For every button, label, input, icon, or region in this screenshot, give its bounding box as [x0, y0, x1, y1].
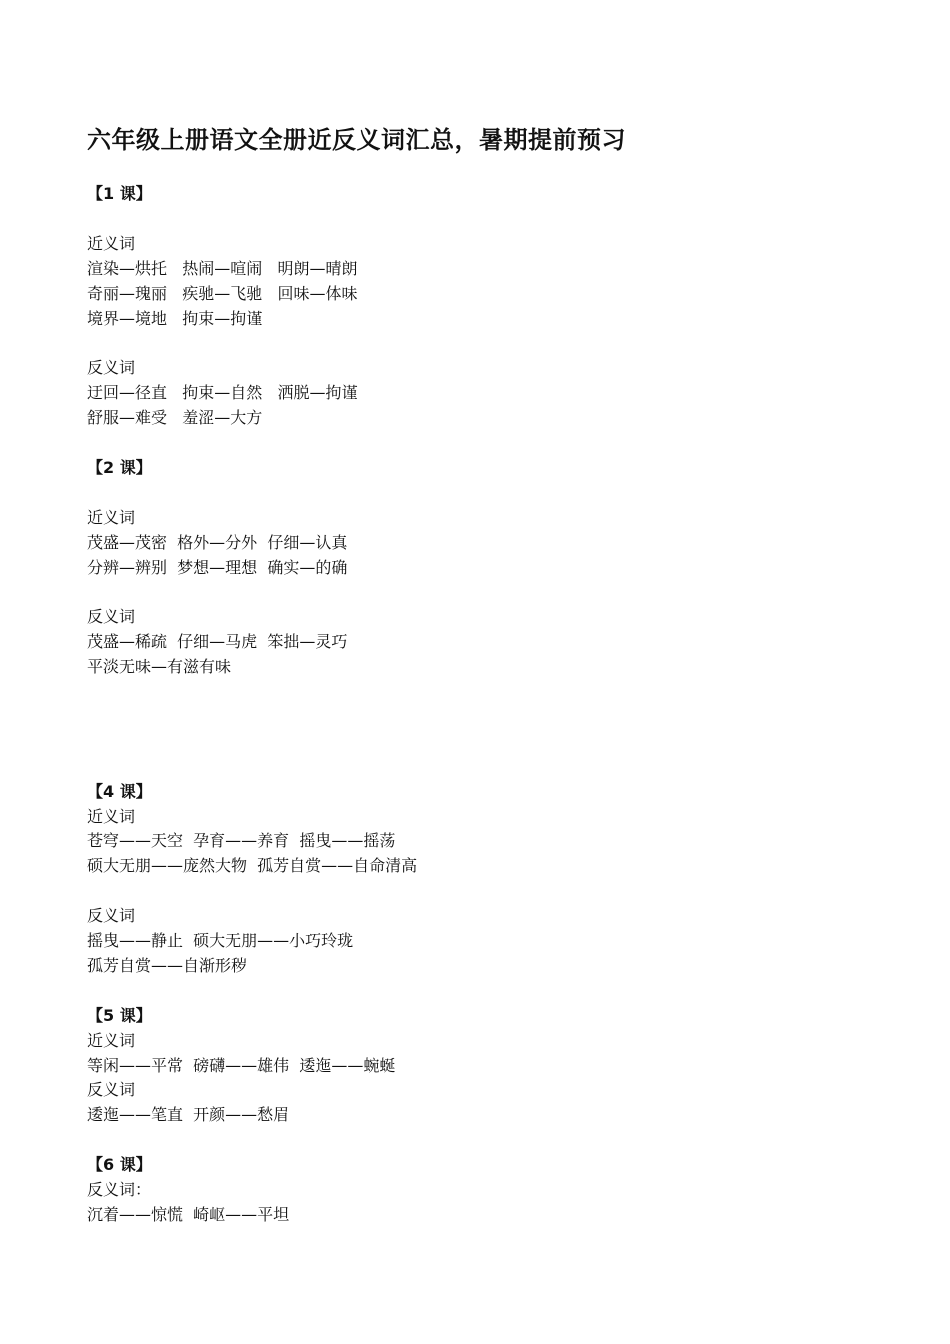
lesson-2-synonym-line: 茂盛—茂密 格外—分外 仔细—认真 [87, 533, 348, 552]
document-title: 六年级上册语文全册近反义词汇总，暑期提前预习 [87, 126, 626, 154]
lesson-2-synonym-label: 近义词 [87, 508, 136, 527]
lesson-1-synonym-line: 渲染—烘托 热闹—喧闹 明朗—晴朗 [87, 259, 358, 278]
lesson-6-heading: 【6 课】 [87, 1155, 152, 1174]
lesson-4-antonym-line: 孤芳自赏——自渐形秽 [87, 956, 248, 975]
lesson-4-synonym-line: 硕大无朋——庞然大物 孤芳自赏——自命清高 [87, 856, 418, 875]
lesson-5-antonym-label: 反义词 [87, 1080, 136, 1099]
lesson-1-synonym-label: 近义词 [87, 234, 136, 253]
lesson-1-antonym-line: 舒服—难受 羞涩—大方 [87, 408, 263, 427]
lesson-5-antonym-line: 逶迤——笔直 开颜——愁眉 [87, 1105, 290, 1124]
lesson-1-heading: 【1 课】 [87, 184, 152, 203]
lesson-2-antonym-label: 反义词 [87, 607, 136, 626]
lesson-5-heading: 【5 课】 [87, 1006, 152, 1025]
lesson-2-antonym-line: 平淡无味—有滋有味 [87, 657, 232, 676]
lesson-4-antonym-label: 反义词 [87, 906, 136, 925]
lesson-1-antonym-label: 反义词 [87, 358, 136, 377]
lesson-1-synonym-line: 境界—境地 拘束—拘谨 [87, 309, 263, 328]
lesson-1-antonym-line: 迂回—径直 拘束—自然 洒脱—拘谨 [87, 383, 358, 402]
lesson-2-synonym-line: 分辨—辨别 梦想—理想 确实—的确 [87, 558, 348, 577]
lesson-2-heading: 【2 课】 [87, 458, 152, 477]
lesson-5-synonym-label: 近义词 [87, 1031, 136, 1050]
lesson-5-synonym-line: 等闲——平常 磅礴——雄伟 逶迤——蜿蜒 [87, 1056, 396, 1075]
lesson-4-synonym-line: 苍穹——天空 孕育——养育 摇曳——摇荡 [87, 831, 396, 850]
lesson-2-antonym-line: 茂盛—稀疏 仔细—马虎 笨拙—灵巧 [87, 632, 348, 651]
lesson-4-antonym-line: 摇曳——静止 硕大无朋——小巧玲珑 [87, 931, 354, 950]
lesson-6-antonym-label: 反义词： [87, 1180, 152, 1199]
lesson-4-heading: 【4 课】 [87, 782, 152, 801]
lesson-4-synonym-label: 近义词 [87, 807, 136, 826]
lesson-1-synonym-line: 奇丽—瑰丽 疾驰—飞驰 回味—体味 [87, 284, 358, 303]
lesson-6-antonym-line: 沉着——惊慌 崎岖——平坦 [87, 1205, 290, 1224]
